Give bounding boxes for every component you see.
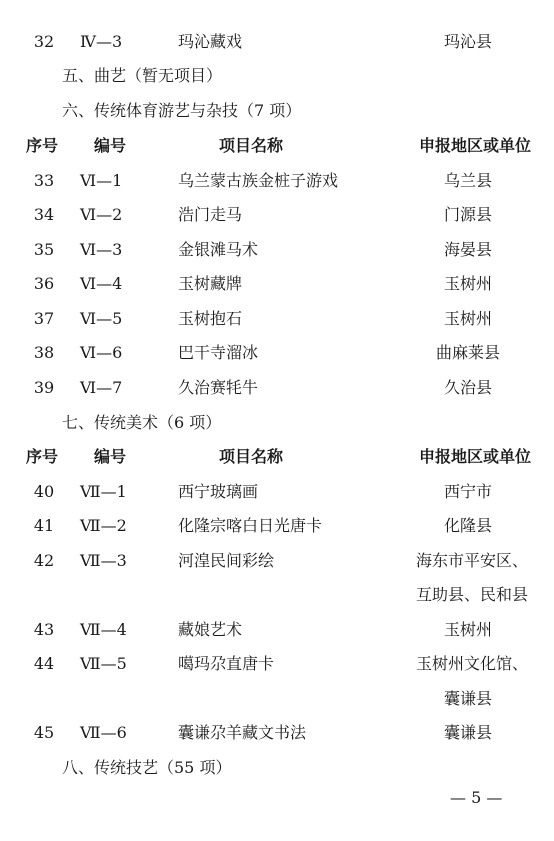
table-row [0, 615, 554, 645]
table-row [0, 200, 554, 230]
row-number: 42 [33, 551, 55, 570]
page-number: — 5 — [450, 788, 503, 807]
table-row [0, 649, 554, 679]
row-number: 45 [33, 723, 55, 742]
row-code: Ⅵ—2 [80, 205, 123, 224]
table-row [0, 27, 554, 57]
row-code: Ⅶ—4 [80, 620, 127, 639]
row-number: 37 [33, 309, 55, 328]
row-number: 34 [33, 205, 55, 224]
row-region: 门源县 [443, 205, 492, 224]
row-name: 藏娘艺术 [178, 620, 243, 639]
row-name: 化隆宗喀白日光唐卡 [178, 516, 323, 535]
row-number: 35 [33, 240, 55, 259]
table-row-continuation [0, 684, 554, 714]
row-name: 金银滩马术 [178, 240, 259, 259]
table-row [0, 373, 554, 403]
row-name: 久治赛牦牛 [178, 378, 259, 397]
header-number: 序号 [25, 447, 58, 466]
header-region: 申报地区或单位 [418, 136, 531, 155]
row-region: 玉树州 [443, 620, 492, 639]
row-code: Ⅵ—7 [80, 378, 123, 397]
table-row [0, 166, 554, 196]
row-code: Ⅵ—4 [80, 274, 123, 293]
row-number: 32 [33, 32, 55, 51]
table-row [0, 235, 554, 265]
header-name: 项目名称 [219, 447, 284, 466]
table-header [0, 442, 554, 472]
row-region: 久治县 [443, 378, 492, 397]
row-number: 44 [33, 654, 55, 673]
row-name: 河湟民间彩绘 [178, 551, 275, 570]
row-name: 巴干寺溜冰 [178, 343, 259, 362]
table-header [0, 131, 554, 161]
row-region: 化隆县 [443, 516, 492, 535]
row-code: Ⅵ—1 [80, 171, 123, 190]
row-region: 乌兰县 [443, 171, 492, 190]
row-region: 曲麻莱县 [435, 343, 500, 362]
section-heading-7: 七、传统美术（6 项） [62, 413, 222, 432]
row-code: Ⅶ—1 [80, 482, 127, 501]
section-heading-8: 八、传统技艺（55 项） [62, 758, 232, 777]
table-row [0, 718, 554, 748]
row-number: 43 [33, 620, 55, 639]
row-number: 40 [33, 482, 55, 501]
row-name: 囊谦尕羊藏文书法 [178, 723, 307, 742]
row-code: Ⅳ—3 [80, 32, 123, 51]
table-row [0, 304, 554, 334]
row-number: 39 [33, 378, 55, 397]
table-row [0, 477, 554, 507]
header-code: 编号 [94, 136, 127, 155]
section-heading-5: 五、曲艺（暂无项目） [62, 66, 223, 85]
table-row [0, 546, 554, 576]
row-number: 36 [33, 274, 55, 293]
row-code: Ⅵ—5 [80, 309, 123, 328]
row-region: 玉树州 [443, 309, 492, 328]
section-heading-6: 六、传统体育游艺与杂技（7 项） [62, 101, 302, 120]
row-name: 噶玛尕直唐卡 [178, 654, 275, 673]
table-row-continuation [0, 580, 554, 610]
row-name: 玛沁藏戏 [178, 32, 243, 51]
row-region: 西宁市 [443, 482, 492, 501]
row-name: 西宁玻璃画 [178, 482, 259, 501]
header-name: 项目名称 [219, 136, 284, 155]
row-name: 乌兰蒙古族金桩子游戏 [178, 171, 339, 190]
row-region-continued: 互助县、民和县 [415, 585, 528, 604]
row-code: Ⅶ—2 [80, 516, 127, 535]
row-region: 玉树州文化馆、 [415, 654, 528, 673]
row-name: 浩门走马 [178, 205, 243, 224]
header-number: 序号 [25, 136, 58, 155]
table-row [0, 338, 554, 368]
row-region-continued: 囊谦县 [443, 689, 492, 708]
table-row [0, 269, 554, 299]
row-number: 33 [33, 171, 55, 190]
header-code: 编号 [94, 447, 127, 466]
row-code: Ⅶ—6 [80, 723, 127, 742]
row-number: 41 [33, 516, 55, 535]
table-row [0, 511, 554, 541]
row-region: 海东市平安区、 [415, 551, 528, 570]
row-region: 玛沁县 [443, 32, 492, 51]
row-code: Ⅶ—3 [80, 551, 127, 570]
row-code: Ⅵ—6 [80, 343, 123, 362]
header-region: 申报地区或单位 [418, 447, 531, 466]
row-region: 海晏县 [443, 240, 492, 259]
row-code: Ⅵ—3 [80, 240, 123, 259]
row-region: 囊谦县 [443, 723, 492, 742]
row-code: Ⅶ—5 [80, 654, 127, 673]
row-region: 玉树州 [443, 274, 492, 293]
row-number: 38 [33, 343, 55, 362]
row-name: 玉树抱石 [178, 309, 243, 328]
row-name: 玉树藏牌 [178, 274, 243, 293]
